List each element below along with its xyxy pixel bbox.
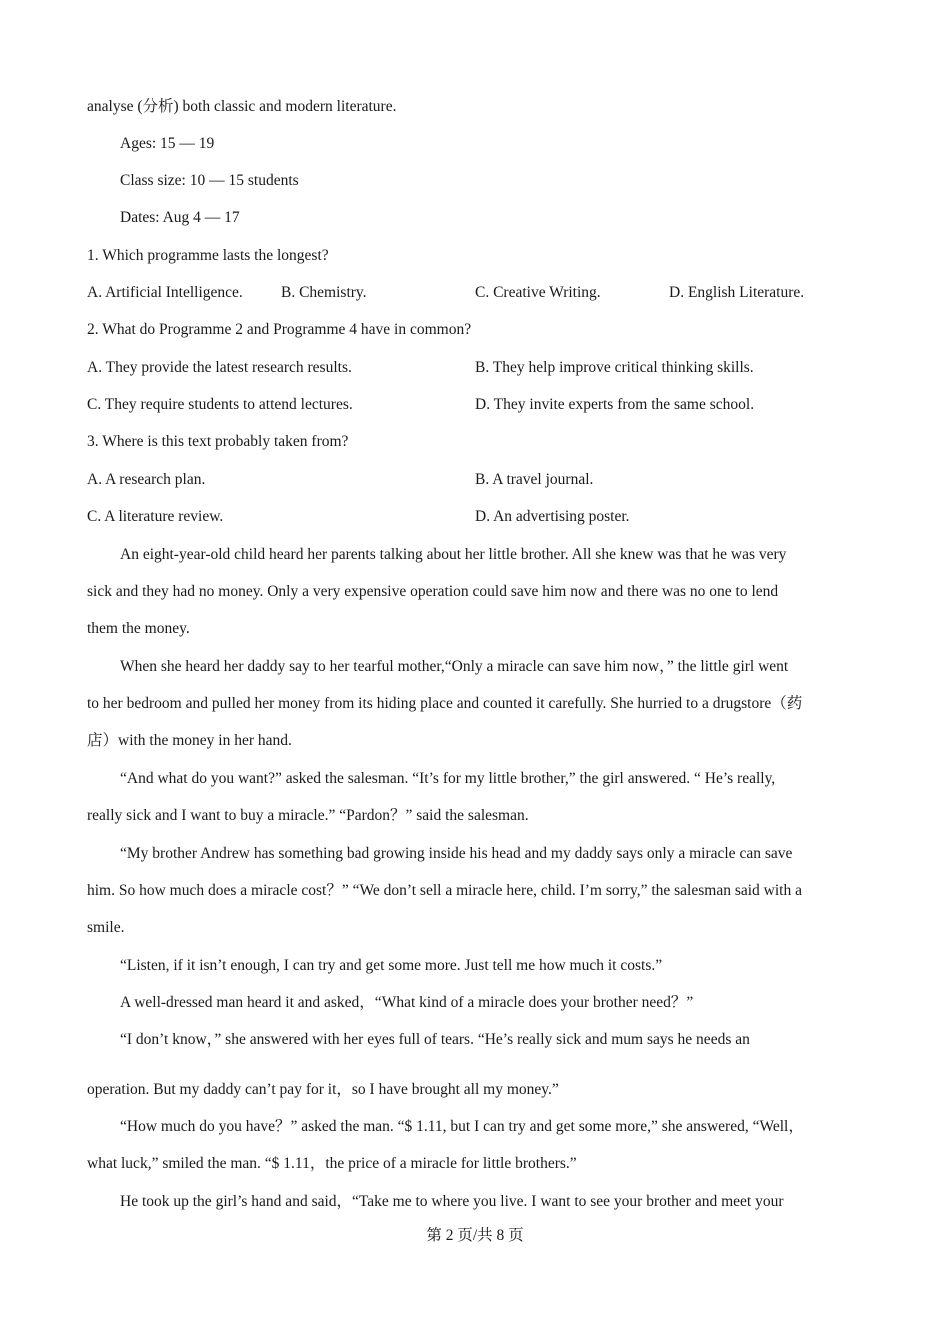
question-2-stem: 2. What do Programme 2 and Programme 4 have in common? — [87, 321, 472, 338]
question-3-option-c: C. A literature review. — [87, 508, 224, 525]
passage-b-line: them the money. — [87, 620, 190, 637]
question-1-stem: 1. Which programme lasts the longest? — [87, 247, 329, 264]
passage-b-line: “I don’t know，” she answered with her eyes full of tears. “He’s really sick and mum says he needs an — [120, 1031, 750, 1048]
page-number-footer: 第 2 页/共 8 页 — [426, 1227, 524, 1244]
programme-class-size: Class size: 10 — 15 students — [120, 172, 299, 189]
passage-b-line: A well-dressed man heard it and asked，“What kind of a miracle does your brother need？” — [120, 994, 694, 1011]
passage-b-line: him. So how much does a miracle cost？” “We don’t sell a miracle here, child. I’m sorry,” the salesman said with a — [87, 882, 802, 899]
passage-b-line: “How much do you have？” asked the man. “$ 1.11, but I can try and get some more,” she answered, “Well， — [120, 1118, 804, 1135]
passage-b-line: operation. But my daddy can’t pay for it，so I have brought all my money.” — [87, 1081, 559, 1098]
question-1-option-b: B. Chemistry. — [281, 284, 367, 301]
question-3-option-a: A. A research plan. — [87, 471, 206, 488]
question-1-option-d: D. English Literature. — [669, 284, 805, 301]
question-3-option-b: B. A travel journal. — [475, 471, 594, 488]
passage-b-line: sick and they had no money. Only a very expensive operation could save him now and there was no one to lend — [87, 583, 779, 600]
passage-b-line: “And what do you want?” asked the salesman. “It’s for my little brother,” the girl answered. “ He’s really, — [120, 770, 776, 787]
passage-b-line: “My brother Andrew has something bad growing inside his head and my daddy says only a miracle can save — [120, 845, 793, 862]
passage-b-line: what luck,” smiled the man. “$ 1.11，the price of a miracle for little brothers.” — [87, 1155, 577, 1172]
passage-a-continuation: analyse (分析) both classic and modern literature. — [87, 98, 397, 115]
question-1-option-a: A. Artificial Intelligence. — [87, 284, 243, 301]
question-3-option-d: D. An advertising poster. — [475, 508, 630, 525]
passage-b-line: 店）with the money in her hand. — [87, 732, 292, 749]
question-2-option-d: D. They invite experts from the same school. — [475, 396, 755, 413]
programme-dates: Dates: Aug 4 — 17 — [120, 209, 240, 226]
question-3-stem: 3. Where is this text probably taken from? — [87, 433, 349, 450]
question-2-option-a: A. They provide the latest research results. — [87, 359, 352, 376]
passage-b-line: “Listen, if it isn’t enough, I can try and get some more. Just tell me how much it costs.” — [120, 957, 663, 974]
question-2-option-b: B. They help improve critical thinking skills. — [475, 359, 754, 376]
question-2-option-c: C. They require students to attend lectures. — [87, 396, 353, 413]
passage-b-line: An eight-year-old child heard her parents talking about her little brother. All she knew was that he was very — [120, 546, 787, 563]
passage-b-line: When she heard her daddy say to her tearful mother,“Only a miracle can save him now，” the little girl went — [120, 658, 789, 675]
passage-b-line: smile. — [87, 919, 125, 936]
programme-ages: Ages: 15 — 19 — [120, 135, 215, 152]
passage-b-line: really sick and I want to buy a miracle.” “Pardon？” said the salesman. — [87, 807, 529, 824]
passage-b-line: to her bedroom and pulled her money from its hiding place and counted it carefully. She hurried to a drugstore（药 — [87, 695, 803, 712]
passage-b-line: He took up the girl’s hand and said，“Take me to where you live. I want to see your brother and meet your — [120, 1193, 784, 1210]
question-1-option-c: C. Creative Writing. — [475, 284, 601, 301]
